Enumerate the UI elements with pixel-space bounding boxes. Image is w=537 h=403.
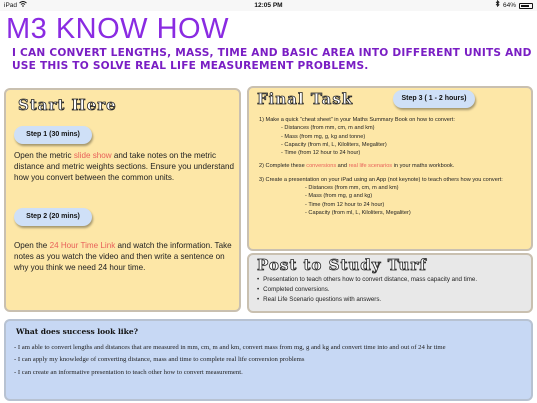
- slide-show-link[interactable]: slide show: [73, 151, 112, 160]
- final-task-panel: [247, 86, 533, 251]
- step2-text-b: and watch the information. Take notes as you watch the video and then write a sentence on why you think we need 24 hour time.: [14, 241, 232, 272]
- step2-text-a: Open the: [14, 241, 50, 250]
- battery-icon: [519, 3, 533, 9]
- page-subtitle: I CAN CONVERT LENGTHS, MASS, TIME AND BASIC AREA INTO DIFFERENT UNITS AND USE THIS TO SOLVE REAL LIFE MEASUREMENT PROBLEMS.: [12, 47, 532, 72]
- success-item: - I can create an informative presentation to teach other how to convert measurement.: [14, 368, 243, 376]
- final-item-2: [259, 162, 531, 170]
- final-item-3-point: - Distances (from mm, cm, m and km): [305, 185, 399, 192]
- status-right: [495, 0, 533, 11]
- post-list: [257, 275, 477, 305]
- status-time: 12:05 PM: [254, 2, 283, 9]
- start-here-panel: [4, 88, 241, 312]
- success-item: - I am able to convert lengths and distances that are measured in mm, cm, m and km, convert mass from mg, g and kg and convert time into and out of 24 hr time: [14, 344, 446, 351]
- final-item-2-b: and: [336, 163, 349, 170]
- final-item-1-point: - Distances (from mm, cm, m and km): [281, 125, 375, 132]
- final-task-heading: Final Task: [257, 90, 354, 108]
- step1-text-a: Open the metric: [14, 151, 74, 160]
- post-item: • Real Life Scenario questions with answers.: [257, 295, 477, 305]
- success-panel: [4, 319, 533, 401]
- step1-text: [14, 150, 236, 183]
- page-title: M3 KNOW HOW: [6, 13, 229, 45]
- final-item-3-point: - Time (from 12 hour to 24 hour): [305, 201, 385, 208]
- step2-text: [14, 240, 236, 273]
- post-heading: Post to Study Turf: [257, 256, 427, 274]
- final-item-1-point: - Capacity (from ml, L, Kiloliters, Megaliter): [281, 141, 387, 148]
- success-title: What does success look like?: [16, 327, 139, 336]
- final-item-3-point: - Mass (from mg, g and kg): [305, 193, 373, 200]
- final-task-list: [259, 116, 531, 217]
- final-item-3-point: - Capacity (from ml, L, Kiloliters, Megaliter): [305, 209, 411, 216]
- bluetooth-icon: [495, 0, 500, 11]
- scenarios-link[interactable]: real life scenarios: [348, 163, 393, 170]
- success-item: - I can apply my knowledge of converting distance, mass and time to complete real life conversion problems: [14, 356, 305, 364]
- step1-button[interactable]: Step 1 (30 mins): [14, 126, 92, 144]
- step2-button[interactable]: Step 2 (20 mins): [14, 208, 92, 226]
- success-list: [14, 343, 529, 380]
- final-item-1-point: - Time (from 12 hour to 24 hour): [281, 150, 361, 157]
- final-item-3: 3) Create a presentation on your iPad using an App (not keynote) to teach others how you convert:: [259, 176, 503, 183]
- time-link[interactable]: 24 Hour Time Link: [49, 241, 116, 250]
- final-item-1-point: - Mass (from mg, g, kg and tonne): [281, 133, 366, 140]
- step3-button[interactable]: Step 3 ( 1 - 2 hours): [393, 90, 475, 108]
- battery-percent: 64%: [502, 2, 516, 9]
- final-item-2-c: in your maths workbook.: [392, 163, 455, 170]
- device-name: iPad: [4, 2, 18, 9]
- status-bar: [0, 0, 537, 11]
- start-here-heading: Start Here: [18, 96, 117, 114]
- conversions-link[interactable]: conversions: [306, 163, 337, 170]
- step1-text-b: and take notes on the metric distance and metric weights sections. Ensure you understand how you convert between the common units.: [14, 151, 235, 182]
- post-item: • Presentation to teach others how to convert distance, mass capacity and time.: [257, 275, 477, 285]
- final-item-2-a: 2) Complete these: [259, 163, 307, 170]
- post-panel: [247, 253, 533, 313]
- post-item: • Completed conversions.: [257, 285, 477, 295]
- final-item-1: 1) Make a quick “cheat sheet” in your Maths Summary Book on how to convert:: [259, 117, 455, 123]
